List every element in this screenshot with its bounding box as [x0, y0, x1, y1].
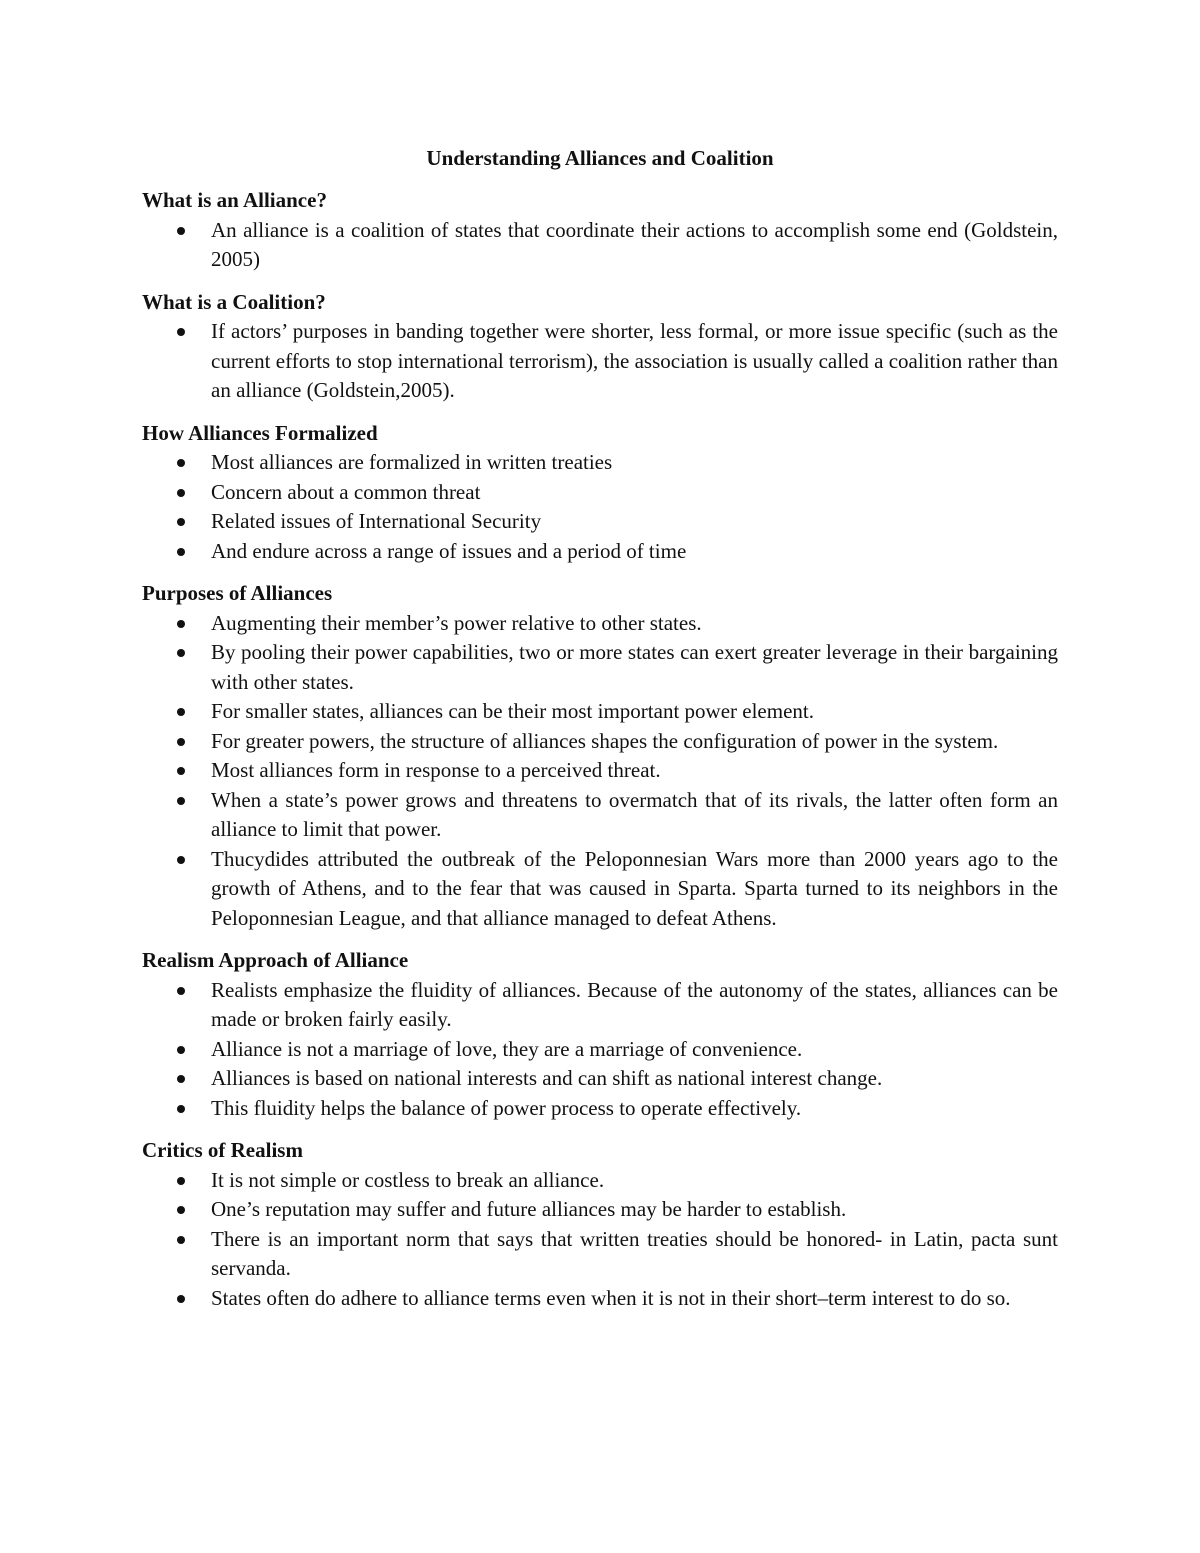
section	[142, 288, 1058, 406]
list-item	[142, 1284, 1058, 1314]
list-item	[142, 507, 1058, 537]
list-item-text: It is not simple or costless to break an alliance.	[211, 1167, 605, 1192]
bullet-icon	[177, 767, 185, 775]
section-heading: Realism Approach of Alliance	[142, 948, 409, 972]
section-heading: Critics of Realism	[142, 1138, 303, 1162]
list-item	[142, 448, 1058, 478]
bullet-icon	[177, 797, 185, 805]
section	[142, 186, 1058, 275]
bullet-icon	[177, 1105, 185, 1113]
list-item	[142, 756, 1058, 786]
bullet-list	[142, 448, 1058, 566]
list-item	[142, 638, 1058, 697]
bullet-icon	[177, 328, 185, 336]
bullet-icon	[177, 708, 185, 716]
section-heading: Purposes of Alliances	[142, 581, 333, 605]
section-heading: How Alliances Formalized	[142, 420, 378, 445]
list-item	[142, 216, 1058, 275]
list-item-text: When a state’s power grows and threatens to overmatch that of its rivals, the latter often form an alliance to limit that power.	[211, 787, 1058, 841]
list-item	[142, 1225, 1058, 1284]
list-item-text: One’s reputation may suffer and future alliances may be harder to establish.	[211, 1197, 847, 1221]
list-item-text: Alliance is not a marriage of love, they are a marriage of convenience.	[211, 1036, 803, 1061]
list-item-text: Related issues of International Security	[211, 509, 542, 533]
list-item-text: An alliance is a coalition of states that coordinate their actions to accomplish some end (Goldstein, 2005)	[211, 217, 1058, 271]
list-item-text: For greater powers, the structure of alliances shapes the configuration of power in the system.	[211, 728, 999, 753]
list-item	[142, 317, 1058, 406]
list-item-text: There is an important norm that says that written treaties should be honored- in Latin, pacta sunt servanda.	[211, 1226, 1058, 1280]
list-item	[142, 786, 1058, 845]
list-item-text: For smaller states, alliances can be their most important power element.	[211, 699, 814, 723]
bullet-icon	[177, 738, 185, 746]
bullet-list	[142, 976, 1058, 1124]
document-title: Understanding Alliances and Coalition	[426, 146, 774, 170]
list-item-text: And endure across a range of issues and a period of time	[211, 538, 687, 563]
list-item-text: Most alliances are formalized in written treaties	[211, 450, 613, 474]
list-item	[142, 609, 1058, 639]
bullet-icon	[177, 1075, 185, 1083]
list-item-text: Augmenting their member’s power relative to other states.	[211, 610, 702, 635]
section-heading: What is an Alliance?	[142, 188, 327, 212]
bullet-list	[142, 1166, 1058, 1314]
list-item	[142, 1094, 1058, 1124]
bullet-icon	[177, 459, 185, 467]
bullet-icon	[177, 987, 185, 995]
list-item-text: Realists emphasize the fluidity of alliances. Because of the autonomy of the states, alliances can be made or broken fairly easily.	[211, 977, 1058, 1031]
list-item	[142, 1166, 1058, 1196]
bullet-icon	[177, 548, 185, 556]
list-item	[142, 1035, 1058, 1065]
bullet-icon	[177, 1206, 185, 1214]
bullet-list	[142, 216, 1058, 275]
list-item	[142, 478, 1058, 508]
list-item-text: States often do adhere to alliance terms even when it is not in their short–term interest to do so.	[211, 1285, 1011, 1310]
section	[142, 419, 1058, 567]
list-item	[142, 537, 1058, 567]
list-item-text: Alliances is based on national interests and can shift as national interest change.	[211, 1066, 883, 1090]
list-item	[142, 845, 1058, 934]
list-item-text: Most alliances form in response to a perceived threat.	[211, 758, 661, 782]
bullet-icon	[177, 227, 185, 235]
section	[142, 1136, 1058, 1313]
list-item-text: By pooling their power capabilities, two or more states can exert greater leverage in their bargaining with other states.	[211, 640, 1058, 694]
list-item-text: This fluidity helps the balance of power process to operate effectively.	[211, 1095, 802, 1120]
bullet-icon	[177, 1046, 185, 1054]
bullet-icon	[177, 649, 185, 657]
list-item-text: Thucydides attributed the outbreak of the Peloponnesian Wars more than 2000 years ago to the growth of Athens, and to the fear that was caused in Sparta. Sparta turned to its neighbors in the Peloponnesian League, and that alliance managed to defeat Athens.	[211, 846, 1058, 930]
list-item-text: Concern about a common threat	[211, 479, 481, 504]
list-item	[142, 976, 1058, 1035]
section-heading: What is a Coalition?	[142, 289, 326, 314]
section	[142, 946, 1058, 1123]
bullet-list	[142, 609, 1058, 934]
list-item	[142, 1195, 1058, 1225]
bullet-icon	[177, 1295, 185, 1303]
bullet-list	[142, 317, 1058, 406]
bullet-icon	[177, 489, 185, 497]
list-item	[142, 1064, 1058, 1094]
bullet-icon	[177, 856, 185, 864]
bullet-icon	[177, 1177, 185, 1185]
list-item	[142, 697, 1058, 727]
bullet-icon	[177, 620, 185, 628]
bullet-icon	[177, 518, 185, 526]
section	[142, 579, 1058, 933]
list-item	[142, 727, 1058, 757]
document-body	[142, 186, 1058, 1326]
list-item-text: If actors’ purposes in banding together were shorter, less formal, or more issue specific (such as the current efforts to stop international terrorism), the association is usually called a coalition rather than an alliance (Goldstein,2005).	[211, 319, 1058, 402]
bullet-icon	[177, 1236, 185, 1244]
